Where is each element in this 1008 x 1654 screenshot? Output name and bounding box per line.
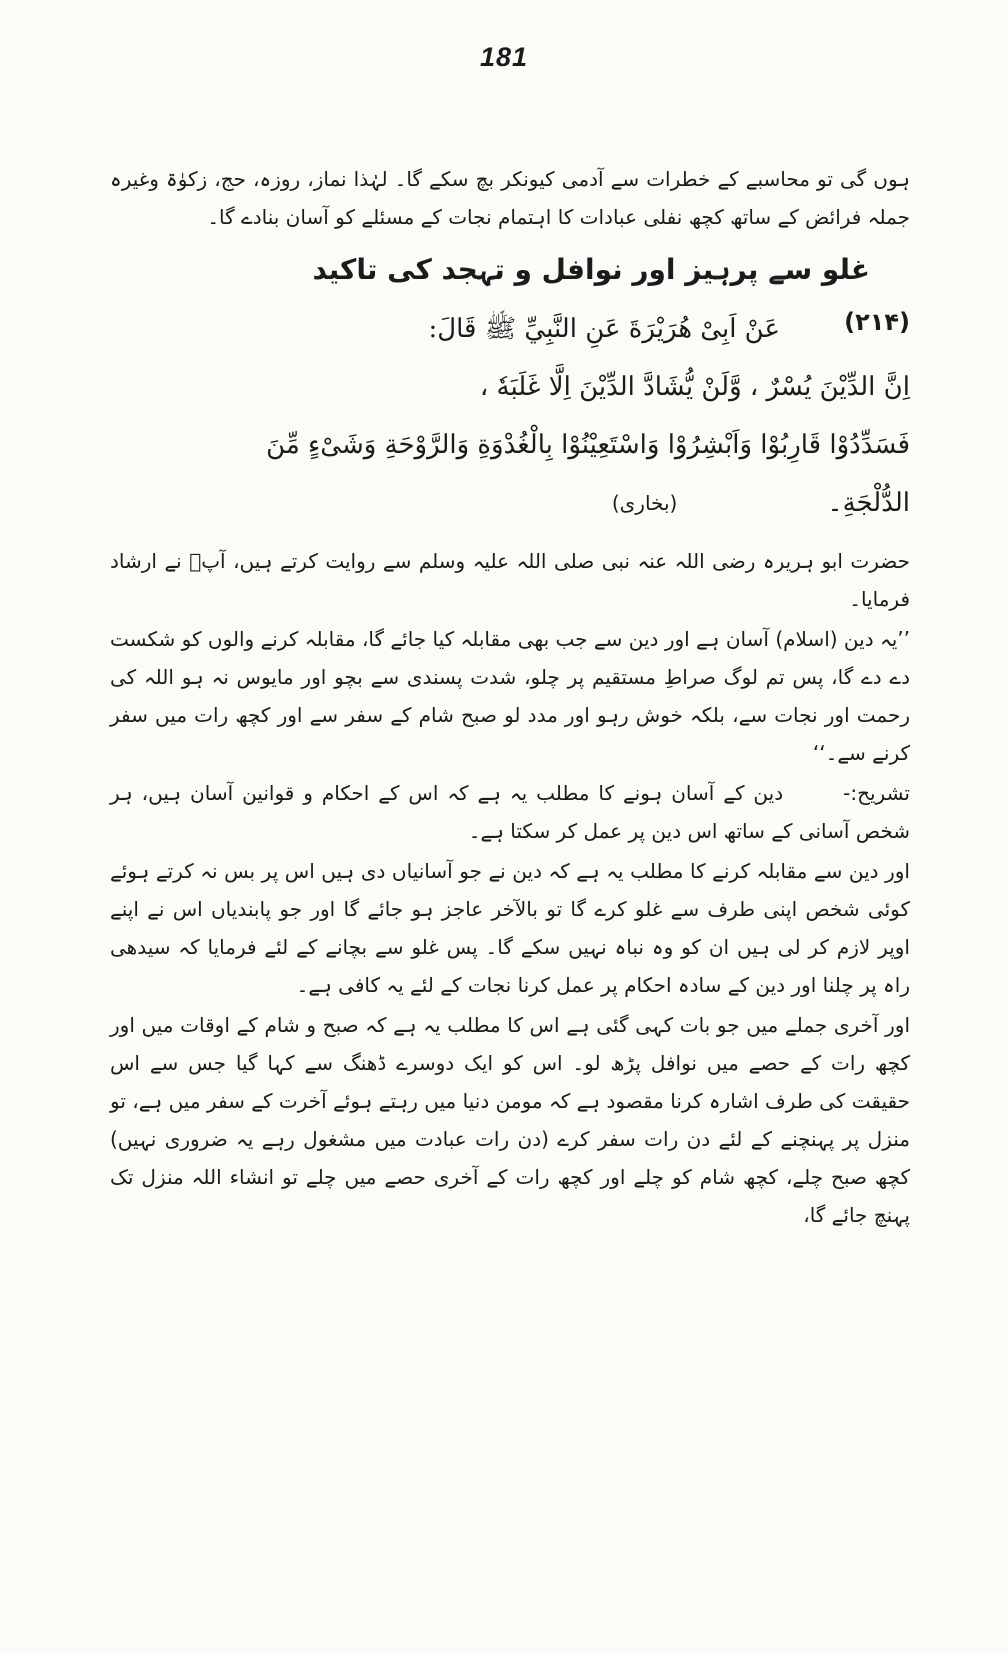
translation-paragraph: ’’یہ دین (اسلام) آسان ہے اور دین سے جب بھی مقابلہ کیا جائے گا، مقابلہ کرنے والوں کو شکست دے دے گا، پس تم لوگ صراطِ مستقیم پر چلو، شدت پسندی سے بچو اور مایوس نہ ہو اللہ کی رحمت اور نجات سے، بلکہ خوش رہو اور مدد لو صبح شام کے سفر سے اور کچھ رات میں سفر کرنے سے۔‘‘: [110, 627, 910, 765]
section-heading: غلو سے پرہیز اور نوافل و تہجد کی تاکید: [312, 253, 870, 286]
page-number: 181: [479, 42, 529, 72]
arabic-line-1: عَنْ اَبِیْ هُرَیْرَةَ عَنِ النَّبِيِّ ﷺ قَالَ:: [428, 314, 780, 344]
tashreeh-text: دین کے آسان ہونے کا مطلب یہ ہے کہ اس کے احکام و قوانین آسان ہیں، ہر شخص آسانی کے ساتھ اس دین پر عمل کر سکتا ہے۔: [110, 781, 910, 843]
narration-paragraph: حضرت ابو ہریرہ رضی اللہ عنہ نبی صلی اللہ علیہ وسلم سے روایت کرتے ہیں، آپؐ نے ارشاد فرمایا۔: [110, 549, 910, 611]
arabic-line-2: اِنَّ الدِّیْنَ یُسْرٌ ، وَّلَنْ یُّشَادَّ الدِّیْنَ اِلَّا غَلَبَهٗ ،: [479, 372, 910, 402]
page-content: [110, 160, 910, 1234]
hadith-block: [110, 300, 910, 532]
tashreeh-paragraph: [110, 774, 910, 850]
arabic-line-4-row: [110, 474, 910, 532]
tashreeh-label: تشریح:-: [843, 781, 910, 805]
arabic-line-3: فَسَدِّدُوْا قَارِبُوْا وَاَبْشِرُوْا وَاسْتَعِيْنُوْا بِالْغُدْوَةِ وَالرَّوْحَةِ وَشَیْءٍ مِّنَ: [266, 430, 910, 460]
last-sentence-paragraph: اور آخری جملے میں جو بات کہی گئی ہے اس کا مطلب یہ ہے کہ صبح و شام کے اوقات میں اور کچھ رات کے حصے میں نوافل پڑھ لو۔ اس کو ایک دوسرے ڈھنگ سے کہا گیا جس سے اس حقیقت کی طرف اشارہ کرنا مقصود ہے کہ مومن دنیا میں رہتے ہوئے آخرت کے سفر میں ہے، تو منزل پر پہنچنے کے لئے دن رات سفر کرے (دن رات عبادت میں مشغول رہے یہ ضروری نہیں) کچھ صبح چلے، کچھ شام کو چلے اور کچھ رات کے آخری حصے میں چلے تو انشاء اللہ منزل تک پہنچ جائے گا،: [110, 1013, 910, 1227]
muqabla-paragraph: اور دین سے مقابلہ کرنے کا مطلب یہ ہے کہ دین نے جو آسانیاں دی ہیں اس پر بس نہ کرتے ہوئے کوئی شخص اپنی طرف سے غلو کرے گا تو بالآخر عاجز ہو جائے گا اور جو پابندیاں اس نے اپنے اوپر لازم کر لی ہیں ان کو وہ نباہ نہیں سکے گا۔ پس غلو سے بچانے کے لئے فرمایا کہ سیدھی راہ پر چلنا اور دین کے سادہ احکام پر عمل کرنا نجات کے لئے یہ کافی ہے۔: [110, 859, 910, 997]
hadith-number: (۲۱۴): [844, 308, 910, 336]
hadith-source: (بخاری): [611, 491, 678, 515]
intro-paragraph: ہوں گی تو محاسبے کے خطرات سے آدمی کیونکر بچ سکے گا۔ لہٰذا نماز، روزہ، حج، زکوٰۃ وغیرہ جملہ فرائض کے ساتھ کچھ نفلی عبادات کا اہتمام نجات کے مسئلے کو آسان بنادے گا۔: [110, 167, 910, 229]
arabic-line-4: الدُّلْجَةِ۔: [827, 488, 910, 518]
